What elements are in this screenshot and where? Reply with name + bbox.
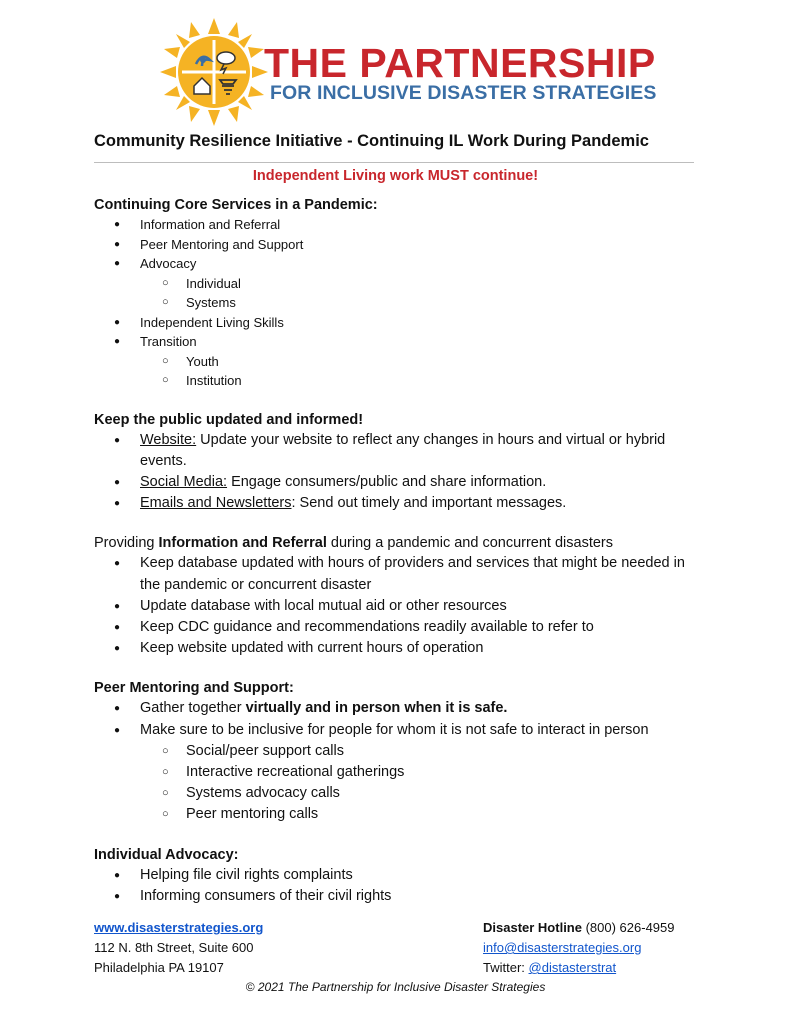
list-item-bold: virtually and in person when it is safe. bbox=[245, 700, 508, 717]
list-item bbox=[94, 698, 704, 719]
document-body bbox=[94, 195, 704, 907]
twitter-link[interactable]: @distasterstrat bbox=[528, 960, 617, 975]
list-item: ● Information and Referral bbox=[94, 215, 704, 235]
list-item: ● Make sure to be inclusive for people for whom it is not safe to interact in person bbox=[94, 720, 704, 741]
list-subitem: ○ Peer mentoring calls bbox=[94, 804, 704, 825]
footer-contact-right bbox=[483, 918, 675, 978]
email-link[interactable]: info@disasterstrategies.org bbox=[483, 940, 642, 955]
public-list bbox=[94, 430, 704, 515]
address-line-2: Philadelphia PA 19107 bbox=[94, 960, 224, 975]
core-services-heading: Continuing Core Services in a Pandemic: bbox=[94, 197, 378, 213]
footer-contact-left bbox=[94, 918, 263, 978]
list-subitem: ○ Systems bbox=[94, 293, 704, 313]
organization-logo bbox=[160, 18, 657, 128]
list-item: ● Update database with local mutual aid or other resources bbox=[94, 596, 704, 617]
hotline-number: (800) 626-4959 bbox=[581, 920, 675, 935]
website-label: Website: bbox=[140, 431, 197, 448]
list-item-text: Update your website to reflect any changes in hours and virtual or hybrid events. bbox=[140, 431, 666, 469]
title-divider bbox=[94, 162, 694, 163]
list-item: ● Peer Mentoring and Support bbox=[94, 235, 704, 255]
alert-banner: Independent Living work MUST continue! bbox=[252, 168, 539, 184]
emails-label: Emails and Newsletters bbox=[140, 495, 292, 512]
list-subitem: ○ Institution bbox=[94, 371, 704, 391]
social-media-label: Social Media: bbox=[140, 473, 228, 490]
list-item: ● Transition bbox=[94, 332, 704, 352]
peer-list bbox=[94, 698, 704, 825]
list-item: ● Helping file civil rights complaints bbox=[94, 865, 704, 886]
sun-logo-icon bbox=[160, 18, 268, 126]
core-services-list bbox=[94, 215, 704, 391]
list-item-text: Engage consumers/public and share information. bbox=[227, 473, 547, 490]
ir-lead-post: during a pandemic and concurrent disasters bbox=[326, 535, 614, 552]
advocacy-heading: Individual Advocacy: bbox=[94, 846, 239, 863]
list-item bbox=[94, 493, 704, 514]
list-subitem: ○ Individual bbox=[94, 274, 704, 294]
brand-tagline: FOR INCLUSIVE DISASTER STRATEGIES bbox=[270, 82, 657, 104]
list-item: ● Keep CDC guidance and recommendations readily available to refer to bbox=[94, 617, 704, 638]
website-link[interactable]: www.disasterstrategies.org bbox=[94, 920, 264, 935]
copyright-notice: © 2021 The Partnership for Inclusive Disaster Strategies bbox=[245, 980, 546, 994]
list-subitem: ○ Social/peer support calls bbox=[94, 741, 704, 762]
list-item-text: Gather together bbox=[140, 700, 246, 717]
ir-list bbox=[94, 553, 704, 659]
brand-name: THE PARTNERSHIP bbox=[264, 40, 656, 86]
twitter-label: Twitter: bbox=[483, 960, 529, 975]
list-item: ● Keep website updated with current hours of operation bbox=[94, 638, 704, 659]
ir-lead bbox=[94, 533, 704, 553]
list-item: ● Advocacy bbox=[94, 254, 704, 274]
list-item bbox=[94, 472, 704, 493]
list-subitem: ○ Systems advocacy calls bbox=[94, 783, 704, 804]
ir-lead-bold: Information and Referral bbox=[158, 535, 327, 552]
peer-heading: Peer Mentoring and Support: bbox=[94, 680, 294, 697]
list-subitem: ○ Youth bbox=[94, 352, 704, 372]
page-title: Community Resilience Initiative - Continuing IL Work During Pandemic bbox=[94, 132, 649, 150]
list-subitem: ○ Interactive recreational gatherings bbox=[94, 762, 704, 783]
public-heading: Keep the public updated and informed! bbox=[94, 411, 364, 428]
ir-lead-pre: Providing bbox=[94, 535, 159, 552]
list-item: ● Informing consumers of their civil rights bbox=[94, 886, 704, 907]
list-item bbox=[94, 430, 704, 472]
list-item-text: : Send out timely and important messages. bbox=[291, 495, 567, 512]
address-line-1: 112 N. 8th Street, Suite 600 bbox=[94, 940, 254, 955]
list-item: ● Independent Living Skills bbox=[94, 313, 704, 333]
list-item: ● Keep database updated with hours of providers and services that might be needed in the pandemic or concurrent disaster bbox=[94, 553, 704, 595]
hotline-label: Disaster Hotline bbox=[483, 920, 582, 935]
advocacy-list bbox=[94, 865, 704, 907]
